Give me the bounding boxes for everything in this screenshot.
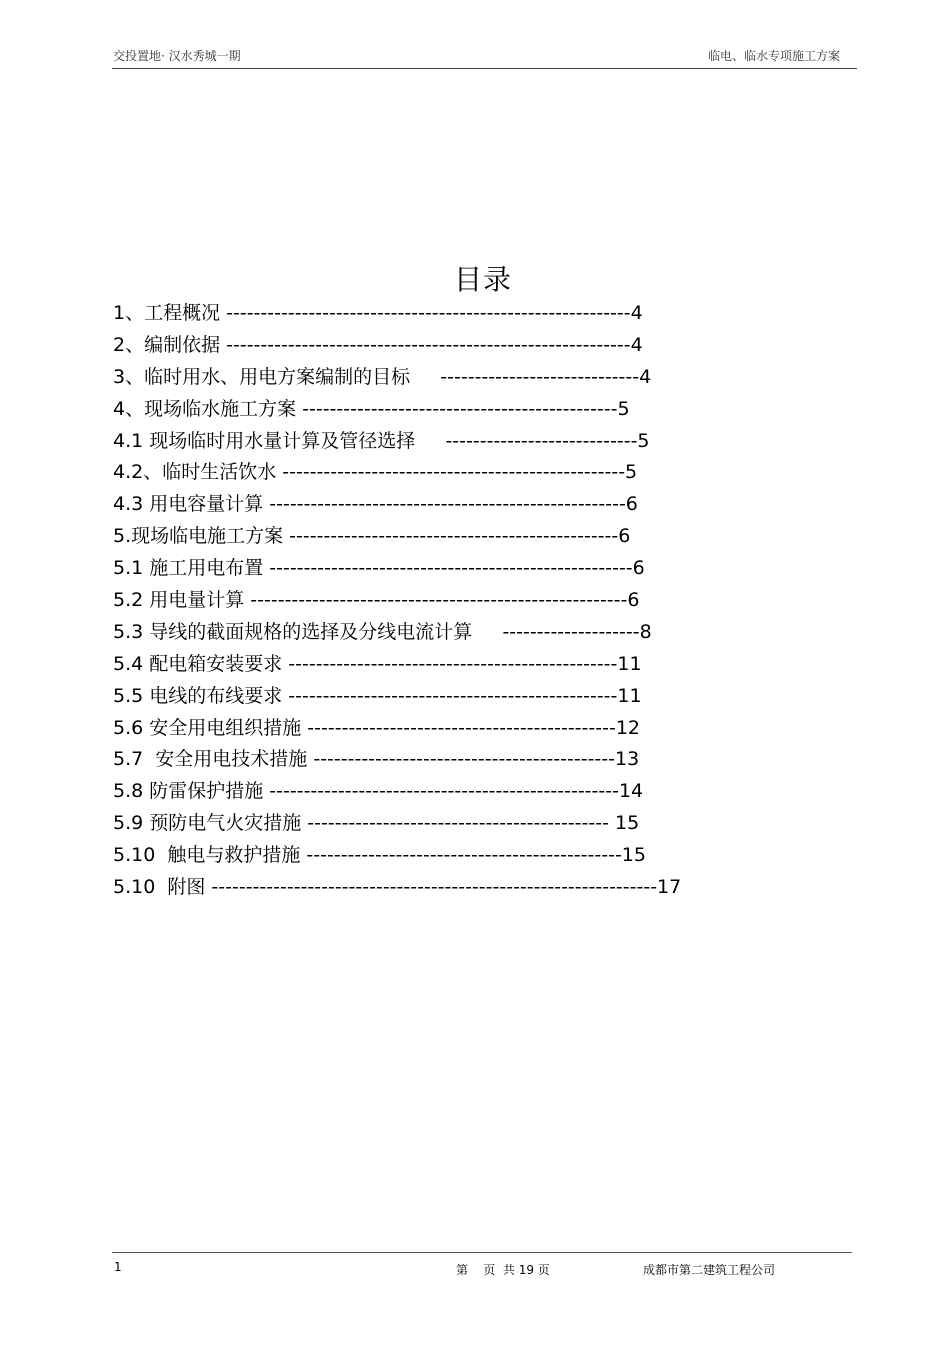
toc-entry [113,298,693,330]
toc-entry-text: 5.10 触电与救护措施 ----------------------------------------------15 [113,844,646,867]
page-title: 目录 [453,262,512,296]
toc-entry [113,394,693,426]
toc-entry [113,808,693,840]
toc-entry [113,840,693,872]
toc-entry [113,489,693,521]
toc-entry-text: 5.1 施工用电布置 -----------------------------------------------------6 [113,557,645,580]
toc-entry-text: 5.6 安全用电组织措施 ---------------------------------------------12 [113,716,640,739]
toc-entry-text: 2、编制依据 -----------------------------------------------------------4 [113,333,643,356]
footer-divider [112,1252,852,1253]
header-project-name: 交投置地· 汉水秀城一期 [113,49,241,63]
toc-entry [113,617,693,649]
toc-entry [113,681,693,713]
table-of-contents [113,298,693,904]
toc-entry-text: 1、工程概况 -----------------------------------------------------------4 [113,302,643,324]
toc-entry-text: 5.4 配电箱安装要求 ------------------------------------------------11 [113,652,642,675]
toc-entry-text: 5.3 导线的截面规格的选择及分线电流计算 --------------------8 [113,620,652,643]
toc-entry-text: 4.3 用电容量计算 ----------------------------------------------------6 [113,493,638,516]
toc-entry-text: 5.7 安全用电技术措施 --------------------------------------------13 [113,748,640,771]
footer-company-name: 成都市第二建筑工程公司 [643,1263,776,1277]
toc-entry-text: 5.10 附图 -----------------------------------------------------------------17 [113,876,682,899]
toc-entry-text: 5.8 防雷保护措施 ---------------------------------------------------14 [113,780,644,803]
footer-page-count: 第 页 共 19 页 [456,1263,550,1277]
toc-entry [113,553,693,585]
footer-page-number: 1 [114,1260,122,1274]
header-document-title: 临电、临水专项施工方案 [707,49,840,63]
toc-entry [113,713,693,745]
toc-entry [113,330,693,362]
toc-entry [113,521,693,553]
toc-entry [113,649,693,681]
toc-entry [113,457,693,489]
toc-entry-text: 5.2 用电量计算 -------------------------------------------------------6 [113,589,640,612]
toc-entry-text: 4.2、临时生活饮水 --------------------------------------------------5 [113,461,638,484]
toc-entry-text: 4、现场临水施工方案 ----------------------------------------------5 [113,397,630,420]
toc-entry [113,426,693,458]
toc-entry-text: 4.1 现场临时用水量计算及管径选择 ----------------------------5 [113,429,650,452]
toc-entry [113,744,693,776]
toc-entry-text: 5.5 电线的布线要求 ------------------------------------------------11 [113,684,642,707]
toc-entry-text: 5.现场临电施工方案 ------------------------------------------------6 [113,525,631,548]
toc-entry [113,872,693,904]
toc-entry [113,776,693,808]
header-divider [112,68,857,69]
toc-entry [113,585,693,617]
toc-entry-text: 5.9 预防电气火灾措施 -------------------------------------------- 15 [113,812,640,835]
toc-entry [113,362,693,394]
toc-entry-text: 3、临时用水、用电方案编制的目标 -----------------------------4 [113,365,652,388]
